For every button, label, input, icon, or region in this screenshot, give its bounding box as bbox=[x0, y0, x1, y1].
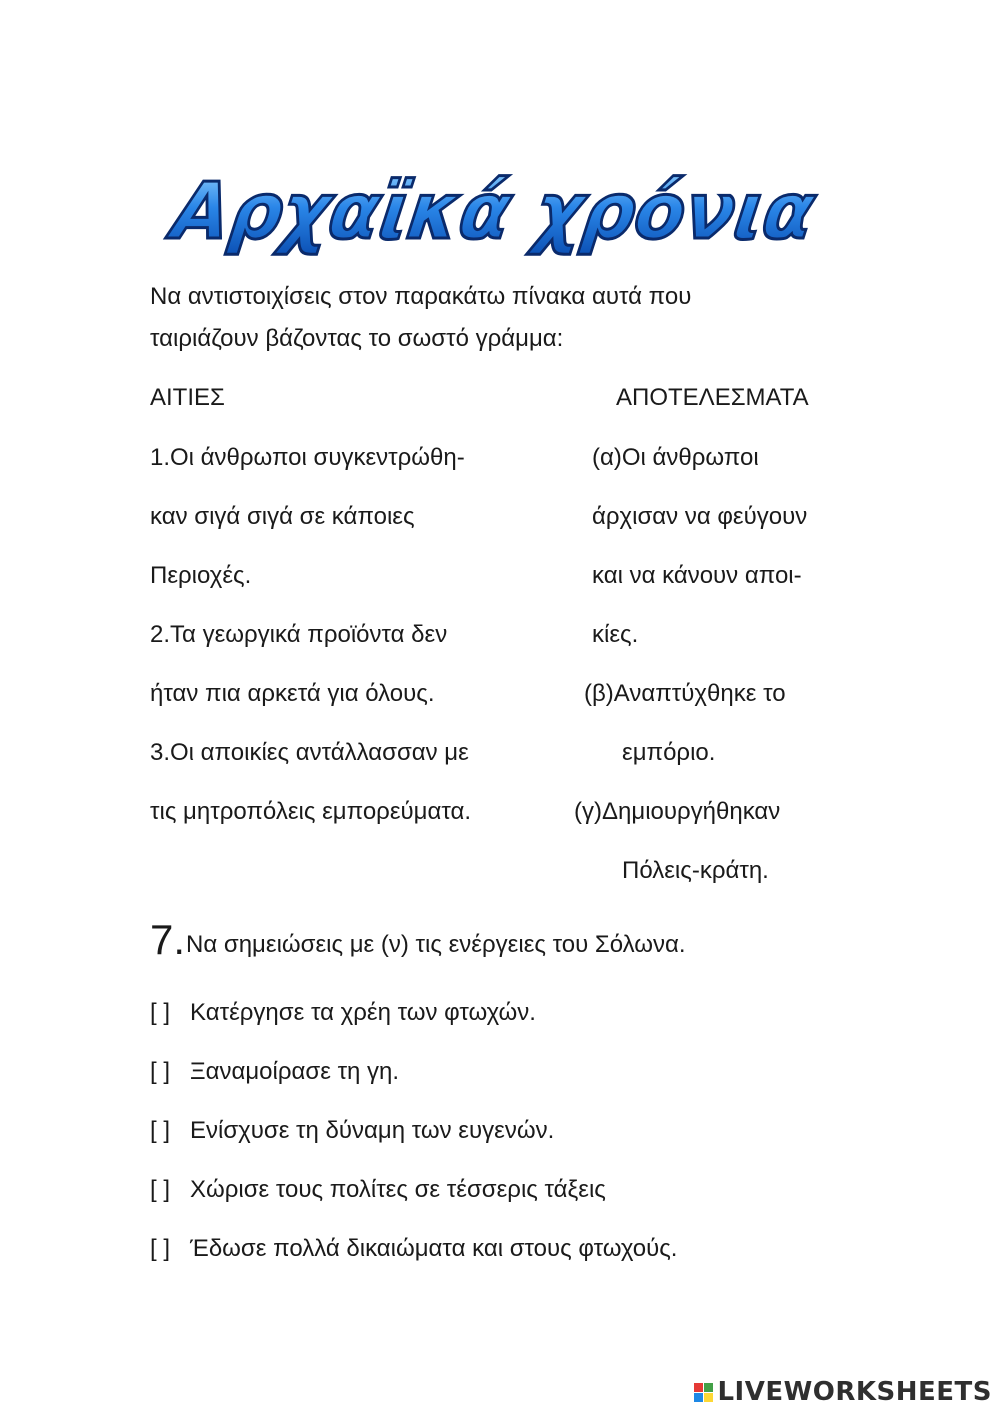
task-instruction: Να σημειώσεις με (ν) τις ενέργειες του Σόλωνα. bbox=[186, 931, 686, 958]
cause-line: καν σιγά σιγά σε κάποιες bbox=[150, 503, 415, 530]
result-line: εμπόριο. bbox=[622, 739, 716, 766]
instruction-line-2: ταιριάζουν βάζοντας το σωστό γράμμα: bbox=[150, 325, 564, 352]
logo-square-green bbox=[704, 1383, 713, 1392]
result-line: (α)Οι άνθρωποι bbox=[592, 444, 759, 471]
checklist-item-text: Χώρισε τους πολίτες σε τέσσερις τάξεις bbox=[190, 1176, 606, 1203]
cause-line: 1.Οι άνθρωποι συγκεντρώθη- bbox=[150, 444, 465, 471]
cause-line: Περιοχές. bbox=[150, 562, 252, 589]
task-number: 7. bbox=[150, 916, 186, 963]
cause-line: τις μητροπόλεις εμπορεύματα. bbox=[150, 798, 472, 825]
check-box-field[interactable]: [ ] bbox=[150, 1176, 171, 1203]
results-header: ΑΠΟΤΕΛΕΣΜΑΤΑ bbox=[616, 384, 809, 411]
instruction-line-1: Να αντιστοιχίσεις στον παρακάτω πίνακα αυτά που bbox=[150, 283, 692, 310]
logo-mark-icon bbox=[694, 1383, 713, 1402]
result-line: Πόλεις-κράτη. bbox=[622, 857, 769, 884]
result-line: άρχισαν να φεύγουν bbox=[592, 503, 808, 530]
result-line: και να κάνουν αποι- bbox=[592, 562, 802, 589]
checklist-item-text: Ενίσχυσε τη δύναμη των ευγενών. bbox=[190, 1117, 555, 1144]
logo-square-yellow bbox=[704, 1393, 713, 1402]
result-line: (γ)Δημιουργήθηκαν bbox=[574, 798, 781, 825]
checklist-item bbox=[150, 1234, 677, 1264]
check-box-field[interactable]: [ ] bbox=[150, 1117, 171, 1144]
logo-square-blue bbox=[694, 1393, 703, 1402]
checklist-item bbox=[150, 1175, 606, 1205]
result-line: (β)Αναπτύχθηκε το bbox=[584, 680, 786, 707]
result-line: κίες. bbox=[592, 621, 639, 648]
check-box-field[interactable]: [ ] bbox=[150, 1235, 171, 1262]
cause-line: 2.Τα γεωργικά προϊόντα δεν bbox=[150, 621, 448, 648]
checklist-item-text: Κατέργησε τα χρέη των φτωχών. bbox=[190, 999, 536, 1026]
cause-line: 3.Οι αποικίες αντάλλασσαν με bbox=[150, 739, 469, 766]
checklist-item-text: Ξαναμοίρασε τη γη. bbox=[190, 1058, 400, 1085]
check-box-field[interactable]: [ ] bbox=[150, 999, 171, 1026]
checklist-item-text: Έδωσε πολλά δικαιώματα και στους φτωχούς. bbox=[190, 1235, 678, 1262]
liveworksheets-logo bbox=[694, 1377, 992, 1407]
logo-square-red bbox=[694, 1383, 703, 1392]
logo-text: LIVEWORKSHEETS bbox=[717, 1377, 992, 1407]
checklist-item bbox=[150, 1116, 554, 1146]
cause-line: ήταν πια αρκετά για όλους. bbox=[150, 680, 435, 707]
worksheet-title bbox=[160, 166, 864, 258]
title-text: Αρχαϊκά χρόνια bbox=[167, 166, 864, 257]
causes-header: ΑΙΤΙΕΣ bbox=[150, 384, 225, 411]
check-box-field[interactable]: [ ] bbox=[150, 1058, 171, 1085]
checklist-item bbox=[150, 1057, 399, 1087]
checklist-item bbox=[150, 998, 536, 1028]
